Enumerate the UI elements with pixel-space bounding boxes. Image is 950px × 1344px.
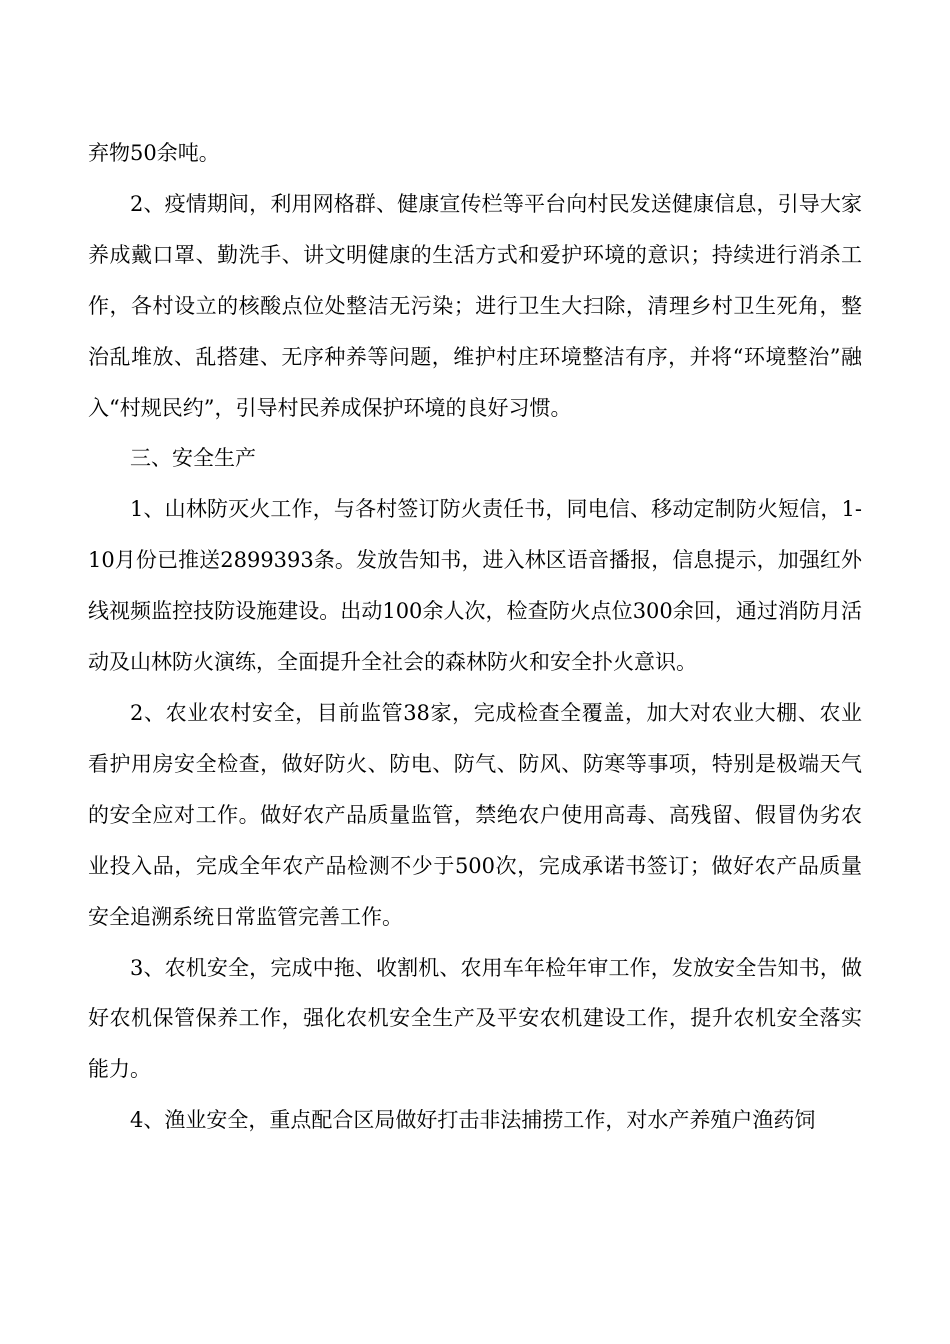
section-heading-safety-production: 三、安全生产	[130, 446, 256, 471]
document-body	[88, 128, 862, 1146]
paragraph-continuation: 弃物50余吨。	[88, 141, 220, 165]
paragraph-forest-fire-prevention: 1、山林防灭火工作，与各村签订防火责任书，同电信、移动定制防火短信，1-10月份已推送2899393条。发放告知书，进入林区语音播报，信息提示，加强红外线视频监控技防设施建设。出动100余人次，检查防火点位300余回，通过消防月活动及山林防火演练，全面提升全社会的森林防火和安全扑火意识。	[88, 497, 862, 675]
paragraph-epidemic-health: 2、疫情期间，利用网格群、健康宣传栏等平台向村民发送健康信息，引导大家养成戴口罩、勤洗手、讲文明健康的生活方式和爱护环境的意识；持续进行消杀工作，各村设立的核酸点位处整洁无污染；进行卫生大扫除，清理乡村卫生死角，整治乱堆放、乱搭建、无序种养等问题，维护村庄环境整洁有序，并将“环境整治”融入“村规民约”，引导村民养成保护环境的良好习惯。	[88, 191, 862, 420]
paragraph-fishery-safety: 4、渔业安全，重点配合区局做好打击非法捕捞工作，对水产养殖户渔药饲	[130, 1108, 816, 1133]
paragraph-agriculture-rural-safety: 2、农业农村安全，目前监管38家，完成检查全覆盖，加大对农业大棚、农业看护用房安全检查，做好防火、防电、防气、防风、防寒等事项，特别是极端天气的安全应对工作。做好农产品质量监管，禁绝农户使用高毒、高残留、假冒伪劣农业投入品，完成全年农产品检测不少于500次，完成承诺书签订；做好农产品质量安全追溯系统日常监管完善工作。	[88, 700, 862, 929]
paragraph-farm-machinery-safety: 3、农机安全，完成中拖、收割机、农用车年检年审工作，发放安全告知书，做好农机保管保养工作，强化农机安全生产及平安农机建设工作，提升农机安全落实能力。	[88, 955, 862, 1082]
